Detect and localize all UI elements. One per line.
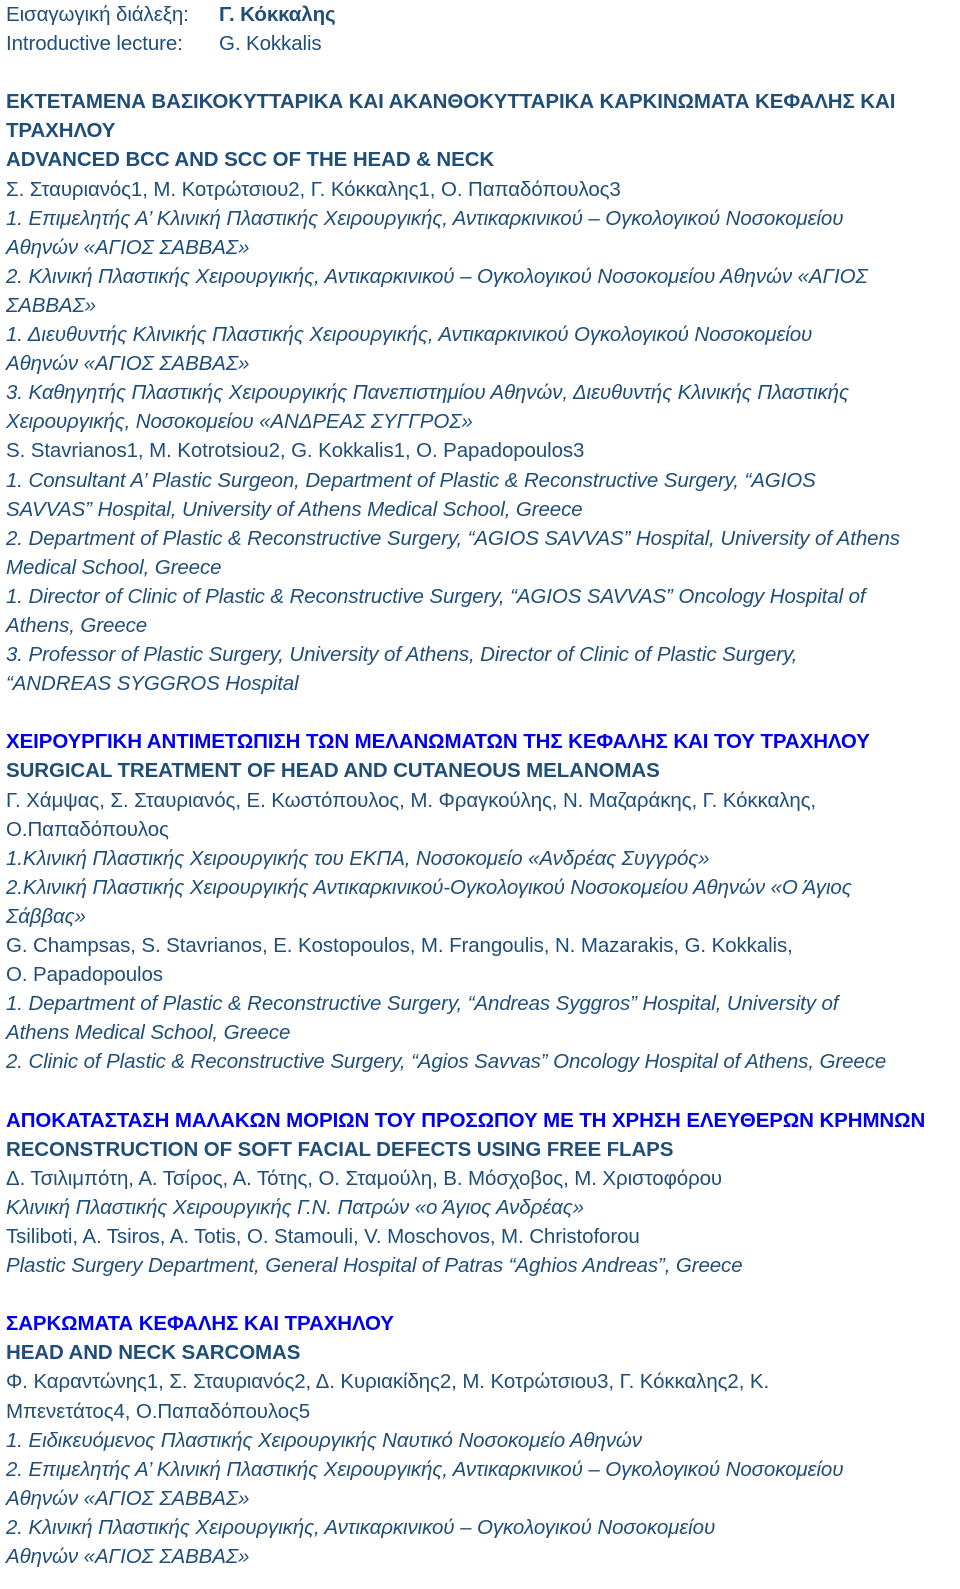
- affiliation-english: 3. Professor of Plastic Surgery, University of Athens, Director of Clinic of Plastic Surgery,: [6, 643, 798, 667]
- affiliation-english: SAVVAS” Hospital, University of Athens Medical School, Greece: [6, 497, 583, 521]
- authors-greek: Ο.Παπαδόπουλος: [6, 817, 169, 841]
- affiliation-english: “ANDREAS SYGGROS Hospital: [6, 672, 299, 696]
- authors-english: Tsiliboti, A. Tsiros, A. Totis, O. Stamouli, V. Moschovos, M. Christoforou: [6, 1224, 640, 1248]
- intro-label-english: Introductive lecture:: [6, 32, 183, 56]
- intro-speaker-english: G. Kokkalis: [219, 32, 322, 56]
- authors-greek: Δ. Τσιλιμπότη, Α. Τσίρος, Α. Τότης, Ο. Σταμούλη, Β. Μόσχοβος, Μ. Χριστοφόρου: [6, 1166, 723, 1190]
- affiliation-english: Plastic Surgery Department, General Hospital of Patras “Aghios Andreas”, Greece: [6, 1254, 743, 1278]
- affiliation-greek: Σάββας»: [6, 904, 86, 928]
- section-title-english: SURGICAL TREATMENT OF HEAD AND CUTANEOUS MELANOMAS: [6, 759, 660, 783]
- section-title-english: ADVANCED BCC AND SCC OF THE HEAD & NECK: [6, 148, 495, 172]
- affiliation-english: 2. Department of Plastic & Reconstructive Surgery, “AGIOS SAVVAS” Hospital, University of Athens: [6, 526, 900, 550]
- spacer: [6, 1076, 954, 1105]
- section-free-flaps: [6, 1106, 954, 1281]
- affiliation-english: Athens, Greece: [6, 613, 148, 637]
- section-title-greek: ΤΡΑΧΗΛΟΥ: [6, 119, 116, 143]
- authors-english: S. Stavrianos1, M. Kotrotsiou2, G. Kokkalis1, O. Papadopoulos3: [6, 439, 585, 463]
- affiliation-greek: 2. Κλινική Πλαστικής Χειρουργικής, Αντικαρκινικού – Ογκολογικού Νοσοκομείου Αθηνών «ΑΓΙΟΣ: [6, 264, 868, 288]
- affiliation-english: Medical School, Greece: [6, 555, 222, 579]
- intro-label-greek: Εισαγωγική διάλεξη:: [6, 3, 189, 26]
- affiliation-greek: Αθηνών «ΑΓΙΟΣ ΣΑΒΒΑΣ»: [6, 1486, 250, 1510]
- affiliation-greek: ΣΑΒΒΑΣ»: [6, 293, 96, 317]
- affiliation-greek: Χειρουργικής, Νοσοκομείου «ΑΝΔΡΕΑΣ ΣΥΓΓΡΟΣ»: [6, 410, 473, 434]
- section-bcc-scc: [6, 87, 954, 698]
- section-title-english: HEAD AND NECK SARCOMAS: [6, 1341, 301, 1365]
- affiliation-greek: 2. Κλινική Πλαστικής Χειρουργικής, Αντικαρκινικού – Ογκολογικού Νοσοκομείου: [6, 1515, 716, 1539]
- authors-english: O. Papadopoulos: [6, 963, 163, 987]
- affiliation-greek: 3. Καθηγητής Πλαστικής Χειρουργικής Πανεπιστημίου Αθηνών, Διευθυντής Κλινικής Πλαστικής: [6, 381, 849, 405]
- section-title-greek: ΣΑΡΚΩΜΑΤΑ ΚΕΦΑΛΗΣ ΚΑΙ ΤΡΑΧΗΛΟΥ: [6, 1312, 394, 1336]
- spacer: [6, 1280, 954, 1309]
- affiliation-english: 2. Clinic of Plastic & Reconstructive Surgery, “Agios Savvas” Oncology Hospital of Athens, Greece: [6, 1050, 887, 1074]
- spacer: [6, 58, 954, 87]
- authors-greek: Γ. Χάμψας, Σ. Σταυριανός, Ε. Κωστόπουλος, Μ. Φραγκούλης, Ν. Μαζαράκης, Γ. Κόκκαλης,: [6, 788, 817, 812]
- authors-greek: Σ. Σταυριανός1, Μ. Κοτρώτσιου2, Γ. Κόκκαλης1, Ο. Παπαδόπουλος3: [6, 177, 621, 201]
- affiliation-english: 1. Consultant A’ Plastic Surgeon, Department of Plastic & Reconstructive Surgery, “AGIOS: [6, 468, 816, 492]
- spacer: [6, 698, 954, 727]
- affiliation-greek: 1.Κλινική Πλαστικής Χειρουργικής του ΕΚΠΑ, Νοσοκομείο «Ανδρέας Συγγρός»: [6, 846, 710, 870]
- affiliation-english: Athens Medical School, Greece: [6, 1021, 291, 1045]
- affiliation-greek: 2. Επιμελητής Α’ Κλινική Πλαστικής Χειρουργικής, Αντικαρκινικού – Ογκολογικού Νοσοκομείου: [6, 1457, 844, 1481]
- affiliation-greek: Κλινική Πλαστικής Χειρουργικής Γ.Ν. Πατρών «ο Άγιος Ανδρέας»: [6, 1195, 584, 1219]
- intro-speaker-greek: Γ. Κόκκαλης: [219, 3, 336, 26]
- affiliation-greek: 2.Κλινική Πλαστικής Χειρουργικής Αντικαρκινικού-Ογκολογικού Νοσοκομείου Αθηνών «Ο Άγιος: [6, 875, 852, 899]
- section-title-greek: ΑΠΟΚΑΤΑΣΤΑΣΗ ΜΑΛΑΚΩΝ ΜΟΡΙΩΝ ΤΟΥ ΠΡΟΣΩΠΟΥ ΜΕ ΤΗ ΧΡΗΣΗ ΕΛΕΥΘΕΡΩΝ ΚΡΗΜΝΩΝ: [6, 1108, 926, 1132]
- intro-line-greek: [6, 0, 954, 29]
- affiliation-greek: Αθηνών «ΑΓΙΟΣ ΣΑΒΒΑΣ»: [6, 352, 250, 376]
- authors-english: G. Champsas, S. Stavrianos, E. Kostopoulos, M. Frangoulis, N. Mazarakis, G. Kokkalis,: [6, 934, 793, 957]
- affiliation-greek: 1. Επιμελητής Α’ Κλινική Πλαστικής Χειρουργικής, Αντικαρκινικού – Ογκολογικού Νοσοκομείου: [6, 206, 844, 230]
- section-title-english: RECONSTRUCTION OF SOFT FACIAL DEFECTS USING FREE FLAPS: [6, 1137, 674, 1161]
- affiliation-greek: Αθηνών «ΑΓΙΟΣ ΣΑΒΒΑΣ»: [6, 235, 250, 259]
- authors-greek: Φ. Καραντώνης1, Σ. Σταυριανός2, Δ. Κυριακίδης2, Μ. Κοτρώτσιου3, Γ. Κόκκαλης2, Κ.: [6, 1370, 770, 1394]
- affiliation-greek: Αθηνών «ΑΓΙΟΣ ΣΑΒΒΑΣ»: [6, 1544, 250, 1568]
- intro-line-english: [6, 29, 954, 58]
- affiliation-greek: 1. Διευθυντής Κλινικής Πλαστικής Χειρουργικής, Αντικαρκινικού Ογκολογικού Νοσοκομείου: [6, 323, 813, 347]
- affiliation-english: 1. Department of Plastic & Reconstructive Surgery, “Andreas Syggros” Hospital, University of: [6, 992, 839, 1016]
- authors-greek: Μπενετάτος4, Ο.Παπαδόπουλος5: [6, 1399, 311, 1423]
- section-melanomas: [6, 727, 954, 1076]
- section-title-greek: ΕΚΤΕΤΑΜΕΝΑ ΒΑΣΙΚΟΚΥΤΤΑΡΙΚΑ ΚΑΙ ΑΚΑΝΘΟΚΥΤΤΑΡΙΚΑ ΚΑΡΚΙΝΩΜΑΤΑ ΚΕΦΑΛΗΣ ΚΑΙ: [6, 90, 896, 114]
- section-title-greek: ΧΕΙΡΟΥΡΓΙΚΗ ΑΝΤΙΜΕΤΩΠΙΣΗ ΤΩΝ ΜΕΛΑΝΩΜΑΤΩΝ ΤΗΣ ΚΕΦΑΛΗΣ ΚΑΙ ΤΟΥ ΤΡΑΧΗΛΟΥ: [6, 730, 870, 754]
- affiliation-english: 1. Director of Clinic of Plastic & Reconstructive Surgery, “AGIOS SAVVAS” Oncology Hospital of: [6, 584, 866, 608]
- section-sarcomas: [6, 1309, 954, 1571]
- affiliation-greek: 1. Ειδικευόμενος Πλαστικής Χειρουργικής Ναυτικό Νοσοκομείο Αθηνών: [6, 1428, 642, 1452]
